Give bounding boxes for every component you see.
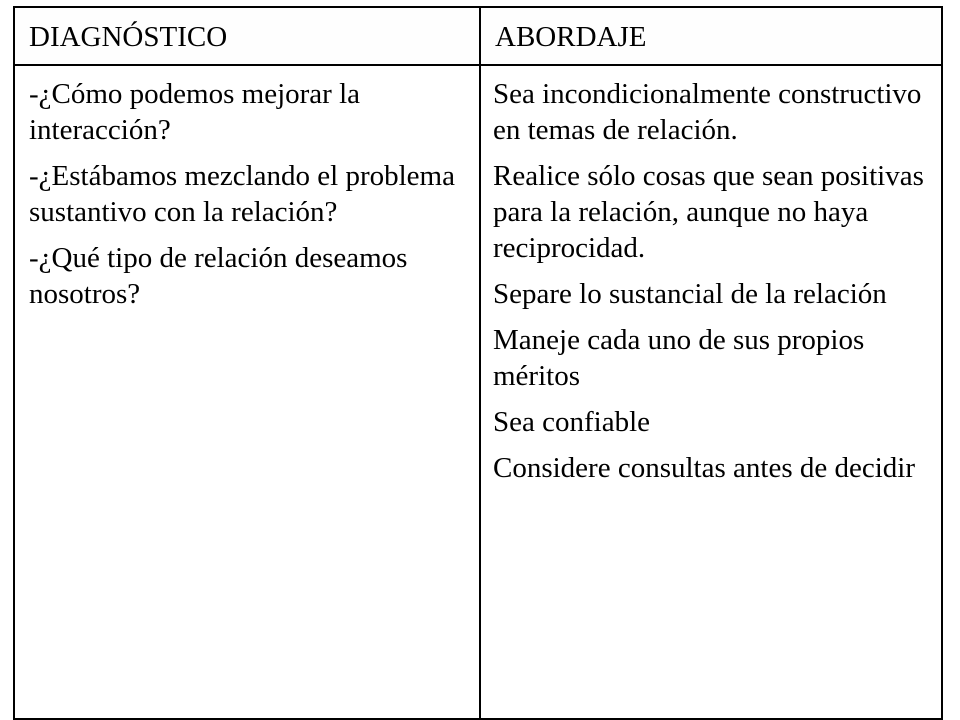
table-body-row bbox=[14, 65, 942, 719]
abordaje-item: Sea incondicionalmente constructivo en temas de relación. bbox=[493, 78, 922, 146]
abordaje-cell bbox=[480, 65, 942, 719]
diagnosis-approach-table bbox=[13, 6, 943, 720]
abordaje-item: Separe lo sustancial de la relación bbox=[493, 278, 887, 310]
diagnostico-cell bbox=[14, 65, 480, 719]
header-cell-diagnostico bbox=[14, 7, 480, 65]
diagnostico-question: -¿Estábamos mezclando el problema sustantivo con la relación? bbox=[29, 160, 455, 228]
abordaje-item: Realice sólo cosas que sean positivas para la relación, aunque no haya reciprocidad. bbox=[493, 160, 924, 264]
header-diagnostico: DIAGNÓSTICO bbox=[29, 21, 228, 53]
abordaje-item: Sea confiable bbox=[493, 406, 651, 438]
diagnostico-question: -¿Cómo podemos mejorar la interacción? bbox=[29, 78, 360, 146]
header-abordaje: ABORDAJE bbox=[495, 21, 647, 53]
table-header-row bbox=[14, 7, 942, 65]
diagnostico-question: -¿Qué tipo de relación deseamos nosotros? bbox=[29, 242, 408, 310]
abordaje-item: Maneje cada uno de sus propios méritos bbox=[493, 324, 865, 392]
abordaje-item: Considere consultas antes de decidir bbox=[493, 452, 915, 484]
header-cell-abordaje bbox=[480, 7, 942, 65]
